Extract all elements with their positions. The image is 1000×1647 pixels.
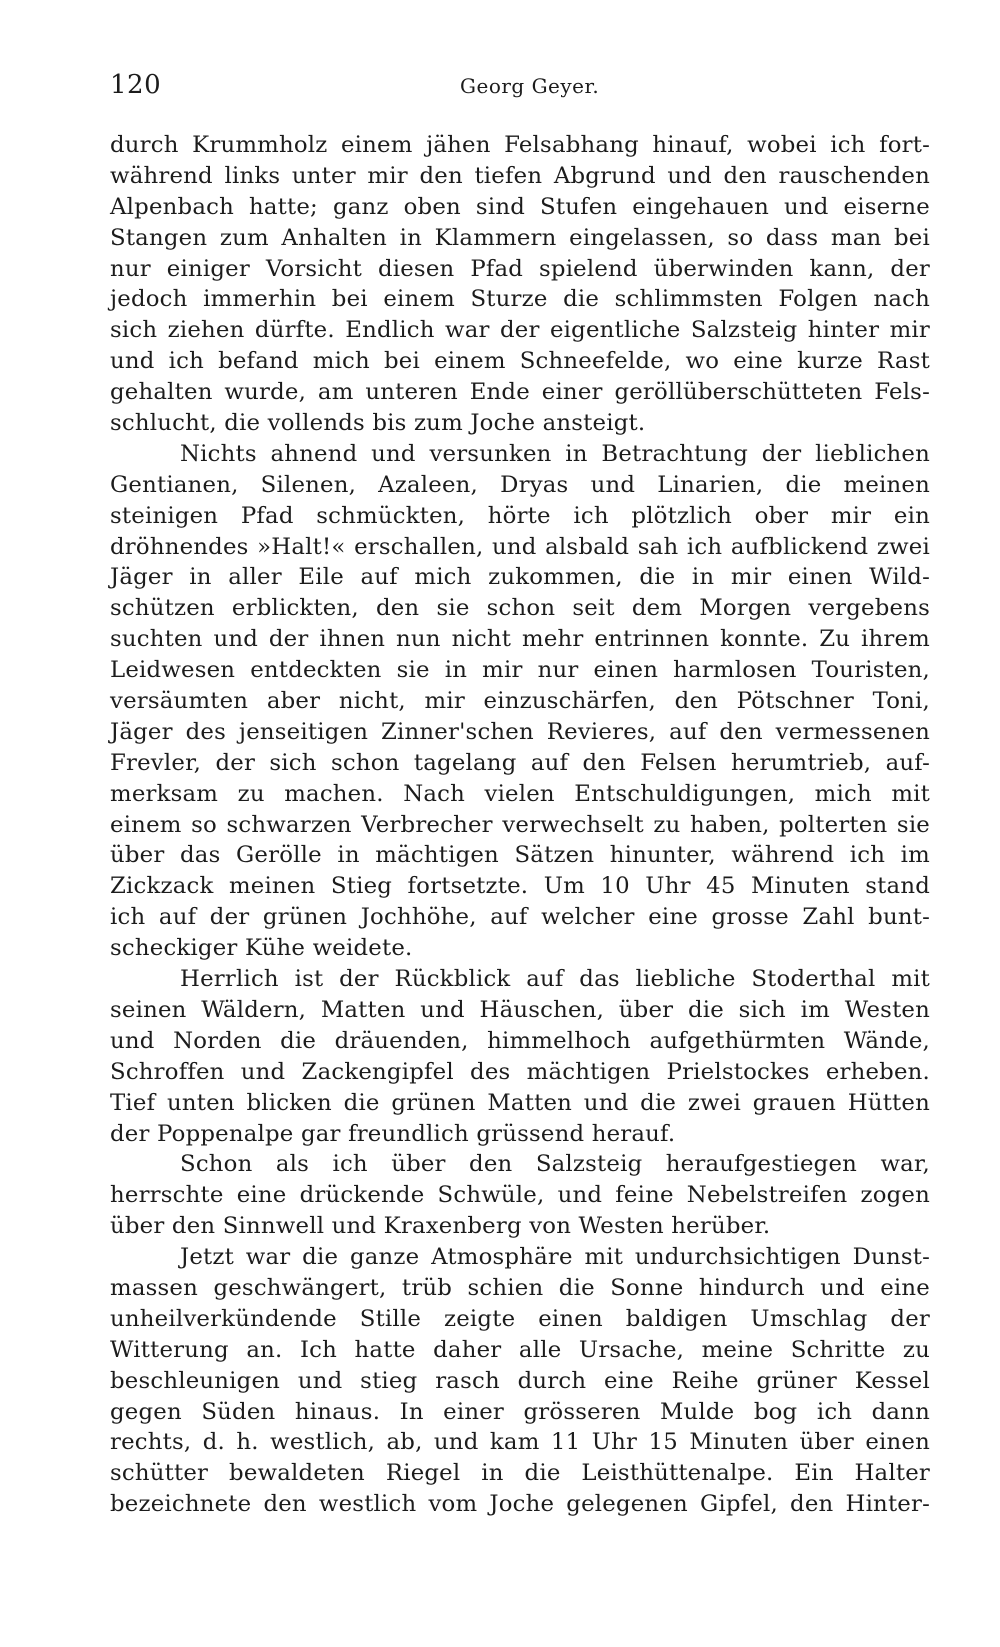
text-line: seinen Wäldern, Matten und Häuschen, über die sich im Westen [110, 996, 930, 1023]
text-line: Frevler, der sich schon tagelang auf den Felsen herumtrieb, auf- [110, 749, 930, 776]
text-line: Nichts ahnend und versunken in Betrachtung der lieblichen [180, 440, 930, 467]
text-line: sich ziehen dürfte. Endlich war der eigentliche Salzsteig hinter mir [110, 317, 930, 344]
text-line: herrschte eine drückende Schwüle, und feine Nebelstreifen zogen [110, 1182, 930, 1209]
text-line: durch Krummholz einem jähen Felsabhang hinauf, wobei ich fort- [110, 132, 930, 158]
text-line: nur einiger Vorsicht diesen Pfad spielend überwinden kann, der [110, 255, 930, 282]
text-line: schlucht, die vollends bis zum Joche ansteigt. [110, 410, 646, 437]
text-line: und Norden die dräuenden, himmelhoch aufgethürmten Wände, [110, 1027, 930, 1054]
text-line: unheilverkündende Stille zeigte einen baldigen Umschlag der [110, 1305, 930, 1332]
text-line: suchten und der ihnen nun nicht mehr entrinnen konnte. Zu ihrem [110, 626, 930, 653]
text-line: Jäger in aller Eile auf mich zukommen, die in mir einen Wild- [110, 564, 930, 591]
running-head: Georg Geyer. [460, 74, 600, 98]
text-line: über das Gerölle in mächtigen Sätzen hinunter, während ich im [110, 842, 930, 869]
text-line: schütter bewaldeten Riegel in die Leisthüttenalpe. Ein Halter [110, 1460, 930, 1487]
text-line: versäumten aber nicht, mir einzuschärfen, den Pötschner Toni, [110, 688, 930, 715]
text-line: der Poppenalpe gar freundlich grüssend herauf. [110, 1120, 676, 1147]
text-line: Alpenbach hatte; ganz oben sind Stufen eingehauen und eiserne [110, 193, 930, 220]
text-line: beschleunigen und stieg rasch durch eine Reihe grüner Kessel [110, 1367, 930, 1394]
text-line: über den Sinnwell und Kraxenberg von Westen herüber. [110, 1213, 771, 1240]
text-line: während links unter mir den tiefen Abgrund und den rauschenden [110, 162, 930, 189]
text-line: einem so schwarzen Verbrecher verwechselt zu haben, polterten sie [110, 811, 930, 838]
text-line: Stangen zum Anhalten in Klammern eingelassen, so dass man bei [110, 224, 930, 251]
text-line: Herrlich ist der Rückblick auf das liebliche Stoderthal mit [180, 966, 930, 993]
text-line: Jäger des jenseitigen Zinner'schen Revieres, auf den vermessenen [110, 718, 930, 745]
text-line: Schon als ich über den Salzsteig heraufgestiegen war, [180, 1151, 930, 1178]
text-line: Witterung an. Ich hatte daher alle Ursache, meine Schritte zu [110, 1336, 930, 1363]
body-text [110, 130, 930, 1520]
text-line: rechts, d. h. westlich, ab, und kam 11 Uhr 15 Minuten über einen [110, 1429, 930, 1456]
text-line: und ich befand mich bei einem Schneefelde, wo eine kurze Rast [110, 348, 930, 375]
text-line: Zickzack meinen Stieg fortsetzte. Um 10 Uhr 45 Minuten stand [110, 873, 930, 900]
text-line: jedoch immerhin bei einem Sturze die schlimmsten Folgen nach [110, 286, 930, 313]
text-line: Tief unten blicken die grünen Matten und die zwei grauen Hütten [110, 1089, 930, 1116]
text-line: Jetzt war die ganze Atmosphäre mit undurchsichtigen Dunst- [180, 1244, 930, 1271]
text-line: merksam zu machen. Nach vielen Entschuldigungen, mich mit [110, 780, 930, 807]
page-header [110, 70, 930, 110]
text-line: schützen erblickten, den sie schon seit dem Morgen vergebens [110, 595, 930, 622]
text-line: dröhnendes »Halt!« erschallen, und alsbald sah ich aufblickend zwei [110, 533, 930, 560]
text-line: Schroffen und Zackengipfel des mächtigen Prielstockes erheben. [110, 1058, 930, 1085]
text-line: Leidwesen entdeckten sie in mir nur einen harmlosen Touristen, [110, 657, 930, 684]
text-line: scheckiger Kühe weidete. [110, 935, 413, 962]
text-line: Gentianen, Silenen, Azaleen, Dryas und Linarien, die meinen [110, 471, 930, 498]
text-line: bezeichnete den westlich vom Joche gelegenen Gipfel, den Hinter- [110, 1491, 930, 1518]
text-line: gehalten wurde, am unteren Ende einer geröllüberschütteten Fels- [110, 379, 930, 406]
page-number: 120 [110, 70, 162, 100]
text-line: massen geschwängert, trüb schien die Sonne hindurch und eine [110, 1274, 930, 1301]
text-line: steinigen Pfad schmückten, hörte ich plötzlich ober mir ein [110, 502, 930, 529]
text-line: gegen Süden hinaus. In einer grösseren Mulde bog ich dann [110, 1398, 930, 1425]
text-line: ich auf der grünen Jochhöhe, auf welcher eine grosse Zahl bunt- [110, 904, 930, 931]
